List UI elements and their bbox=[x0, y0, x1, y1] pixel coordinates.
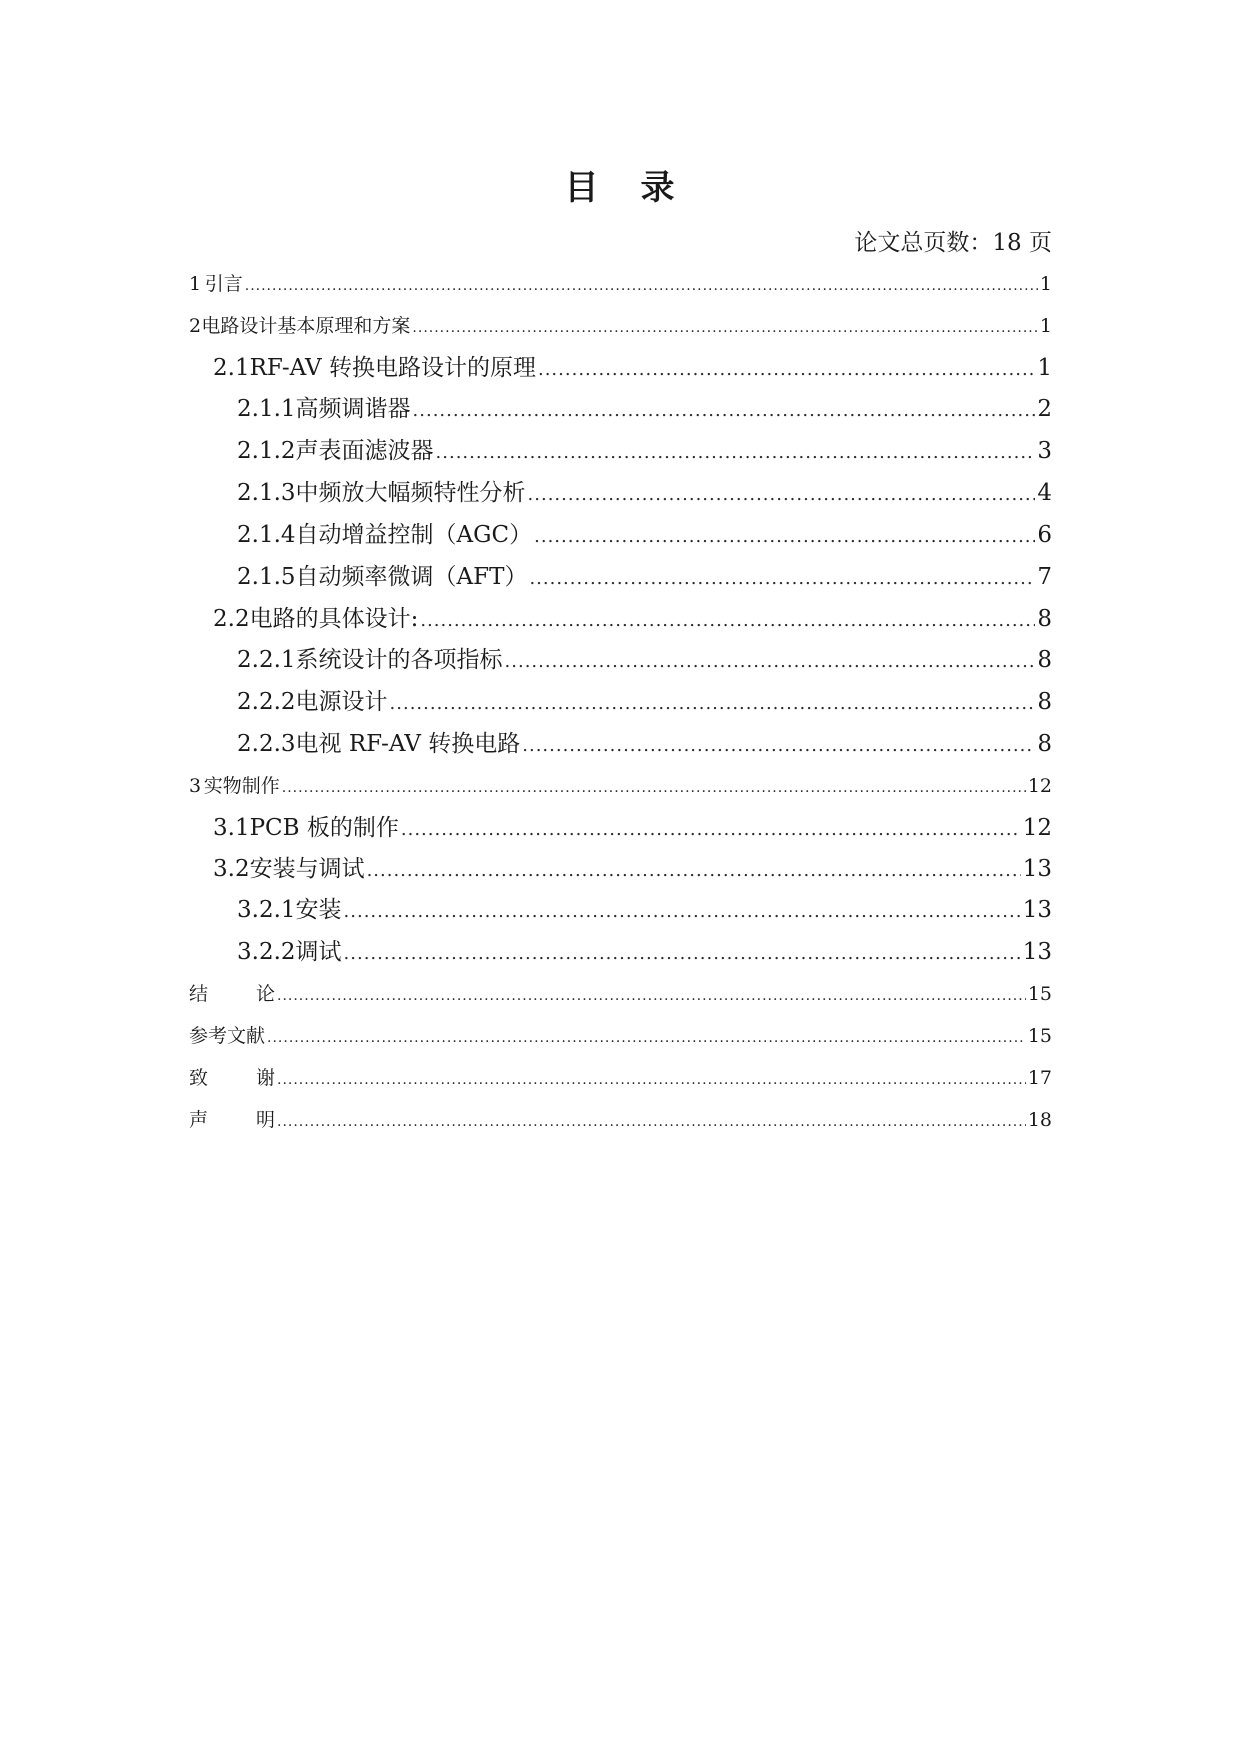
toc-entry[interactable] bbox=[189, 724, 1052, 766]
dot-leader bbox=[436, 443, 1036, 463]
toc-entry-page: 13 bbox=[1022, 939, 1052, 965]
dot-leader bbox=[534, 527, 1035, 547]
table-of-contents bbox=[189, 264, 1052, 1142]
toc-entry-number: 3 bbox=[189, 775, 202, 797]
toc-entry-page: 1 bbox=[1039, 315, 1052, 337]
dot-leader bbox=[277, 1112, 1026, 1132]
dot-leader bbox=[277, 1070, 1026, 1090]
toc-entry-number: 3.2.2 bbox=[237, 939, 296, 965]
toc-entry[interactable] bbox=[189, 1016, 1052, 1058]
toc-entry-page: 17 bbox=[1027, 1067, 1052, 1089]
toc-entry-title: 电路设计基本原理和方案 bbox=[201, 315, 411, 337]
toc-entry-title: 声 明 bbox=[189, 1109, 275, 1131]
toc-entry-title: 引言 bbox=[204, 273, 243, 295]
toc-entry-title: 高频调谐器 bbox=[295, 396, 411, 422]
toc-entry-number: 2.1.1 bbox=[237, 396, 296, 422]
dot-leader bbox=[528, 485, 1036, 505]
toc-entry[interactable] bbox=[189, 515, 1052, 557]
toc-entry-title: 自动增益控制（AGC） bbox=[295, 522, 533, 548]
toc-entry-number: 2.2.2 bbox=[237, 689, 296, 715]
toc-entry[interactable] bbox=[189, 849, 1052, 890]
toc-entry-number: 2.2 bbox=[213, 606, 250, 632]
toc-entry-page: 8 bbox=[1037, 731, 1052, 757]
toc-entry-page: 8 bbox=[1037, 689, 1052, 715]
toc-entry[interactable] bbox=[189, 932, 1052, 974]
dot-leader bbox=[277, 986, 1026, 1006]
title-char-2: 录 bbox=[640, 168, 677, 208]
dot-leader bbox=[401, 820, 1021, 840]
toc-entry[interactable] bbox=[189, 766, 1052, 808]
toc-entry-title: 致 谢 bbox=[189, 1067, 275, 1089]
toc-entry-title: PCB 板的制作 bbox=[249, 815, 399, 841]
toc-entry-number: 3.2 bbox=[213, 856, 250, 882]
toc-entry-title: 声表面滤波器 bbox=[295, 438, 434, 464]
toc-entry[interactable] bbox=[189, 890, 1052, 932]
toc-entry-page: 6 bbox=[1037, 522, 1052, 548]
toc-entry-page: 4 bbox=[1037, 480, 1052, 506]
total-page-count: 论文总页数：18 页 bbox=[854, 230, 1052, 256]
toc-entry-title: 调试 bbox=[295, 939, 342, 965]
toc-entry[interactable] bbox=[189, 974, 1052, 1016]
toc-entry-page: 15 bbox=[1027, 1025, 1052, 1047]
toc-entry-page: 13 bbox=[1022, 897, 1052, 923]
toc-entry-number: 3.2.1 bbox=[237, 897, 296, 923]
toc-entry-title: 结 论 bbox=[189, 983, 275, 1005]
toc-entry-number: 1 bbox=[189, 273, 202, 295]
toc-entry-title: 安装与调试 bbox=[249, 856, 365, 882]
dot-leader bbox=[367, 861, 1021, 881]
dot-leader bbox=[505, 652, 1036, 672]
toc-entry[interactable] bbox=[189, 682, 1052, 724]
dot-leader bbox=[390, 694, 1036, 714]
toc-entry-page: 8 bbox=[1037, 606, 1052, 632]
toc-entry-title: 电源设计 bbox=[295, 689, 388, 715]
toc-entry-number: 2.2.1 bbox=[237, 647, 296, 673]
toc-entry[interactable] bbox=[189, 557, 1052, 599]
toc-entry-title: 安装 bbox=[295, 897, 342, 923]
dot-leader bbox=[529, 569, 1035, 589]
dot-leader bbox=[267, 1028, 1026, 1048]
dot-leader bbox=[538, 360, 1035, 380]
dot-leader bbox=[282, 778, 1026, 798]
toc-entry-number: 2.1.4 bbox=[237, 522, 296, 548]
toc-entry-number: 2.1.3 bbox=[237, 480, 296, 506]
toc-entry-number: 2.1.5 bbox=[237, 564, 296, 590]
toc-entry-page: 7 bbox=[1037, 564, 1052, 590]
toc-entry-page: 3 bbox=[1037, 438, 1052, 464]
toc-entry-page: 15 bbox=[1027, 983, 1052, 1005]
toc-entry[interactable] bbox=[189, 808, 1052, 849]
toc-entry-page: 2 bbox=[1037, 396, 1052, 422]
dot-leader bbox=[413, 401, 1036, 421]
toc-entry-page: 13 bbox=[1022, 856, 1052, 882]
toc-entry-number: 2.2.3 bbox=[237, 731, 296, 757]
toc-entry-title: 参考文献 bbox=[189, 1025, 266, 1047]
toc-entry-page: 18 bbox=[1027, 1109, 1052, 1131]
dot-leader bbox=[245, 276, 1038, 296]
toc-entry[interactable] bbox=[189, 306, 1052, 348]
toc-entry-title: RF-AV 转换电路设计的原理 bbox=[249, 355, 536, 381]
toc-entry[interactable] bbox=[189, 599, 1052, 640]
toc-entry-page: 8 bbox=[1037, 647, 1052, 673]
toc-entry-number: 3.1 bbox=[213, 815, 250, 841]
toc-entry[interactable] bbox=[189, 431, 1052, 473]
page-title bbox=[0, 160, 1241, 209]
toc-entry-title: 实物制作 bbox=[203, 775, 280, 797]
toc-entry-page: 12 bbox=[1027, 775, 1052, 797]
toc-entry-title: 自动频率微调（AFT） bbox=[295, 564, 528, 590]
toc-entry[interactable] bbox=[189, 473, 1052, 515]
dot-leader bbox=[412, 318, 1037, 338]
toc-entry-number: 2 bbox=[189, 315, 202, 337]
toc-entry[interactable] bbox=[189, 640, 1052, 682]
toc-entry-page: 1 bbox=[1037, 355, 1052, 381]
toc-entry[interactable] bbox=[189, 348, 1052, 389]
toc-entry-number: 2.1.2 bbox=[237, 438, 296, 464]
dot-leader bbox=[344, 944, 1021, 964]
toc-entry[interactable] bbox=[189, 389, 1052, 431]
toc-entry-title: 电视 RF-AV 转换电路 bbox=[295, 731, 521, 757]
toc-entry-page: 1 bbox=[1039, 273, 1052, 295]
toc-entry[interactable] bbox=[189, 1100, 1052, 1142]
toc-entry-title: 中频放大幅频特性分析 bbox=[295, 480, 526, 506]
title-char-1: 目 bbox=[564, 168, 601, 208]
toc-entry-title: 系统设计的各项指标 bbox=[295, 647, 503, 673]
toc-entry[interactable] bbox=[189, 264, 1052, 306]
toc-entry-page: 12 bbox=[1022, 815, 1052, 841]
toc-entry-number: 2.1 bbox=[213, 355, 250, 381]
dot-leader bbox=[420, 611, 1035, 631]
dot-leader bbox=[522, 736, 1035, 756]
dot-leader bbox=[344, 902, 1021, 922]
toc-entry-title: 电路的具体设计: bbox=[249, 606, 419, 632]
toc-entry[interactable] bbox=[189, 1058, 1052, 1100]
